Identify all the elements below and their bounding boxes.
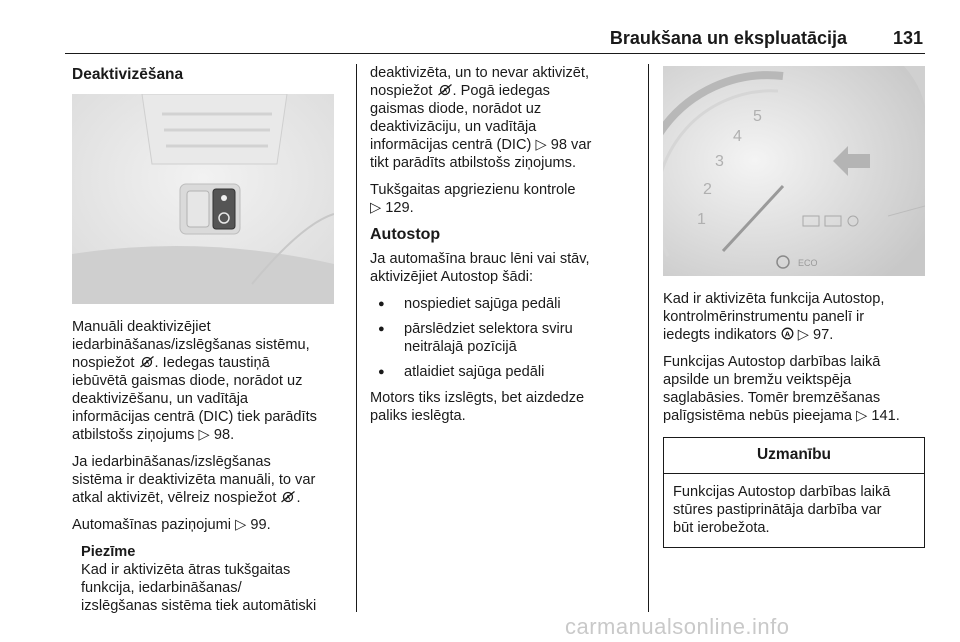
autostop-indicator-icon [781,327,794,340]
paragraph-continued: deaktivizēta, un to nevar aktivizēt, nospiežot A . Pogā iedegas gaismas diode, norādot uz deaktivizāciju, un vadītāja informācijas centrā (DIC) ▷ 98 var tikt parādīts atbilstošs ziņojums. [370,65,592,171]
paragraph-deactivate-manually: Manuāli deaktivizējiet iedarbināšanas/izslēgšanas sistēmu, nospiežot A . Iedegas taustiņā iebūvētā gaismas diode, norādot uz deaktivizēšanu, un vadītāja informācijas centrā (DIC) tiek parādīts atbilstošs ziņojums ▷ 98. [72,319,317,443]
page-reference-arrow-icon: ▷ [198,427,210,443]
note-title: Piezīme [81,544,136,560]
autostop-steps-list [370,295,632,381]
autostop-switch-illustration [72,94,334,304]
paragraph-autostop-heating: Funkcijas Autostop darbības laikā apsilde un bremžu veiktspēja saglabāsies. Tomēr bremzēšanas palīgsistēma nebūs pieejama ▷ 141. [663,354,900,424]
note-box [81,543,344,615]
page-reference-link[interactable]: 129. [385,200,414,216]
svg-text:A: A [442,88,447,95]
paragraph-idle-control: Tukšgaitas apgriezienu kontrole ▷ 129. [370,182,576,216]
list-item: ● pārslēdziet selektora sviru neitrālajā pozīcijā [370,320,632,356]
column-divider [356,64,357,612]
svg-text:A: A [784,329,790,339]
page-reference-link[interactable]: 98 var [550,137,592,153]
page-reference-arrow-icon: ▷ [797,327,809,343]
watermark: carmanualsonline.info [565,614,790,639]
paragraph-activate-autostop: Ja automašīna brauc lēni vai stāv, aktivizējiet Autostop šādi: [370,251,590,285]
section-heading-autostop: Autostop [370,226,441,243]
page-header [65,28,925,54]
page-number: 131 [892,28,923,48]
paragraph-vehicle-messages: Automašīnas paziņojumi ▷ 99. [72,517,271,533]
gauge-number: 3 [715,153,724,170]
page-reference-link[interactable]: 97. [813,327,834,343]
caution-box [663,437,925,548]
section-heading-deactivation: Deaktivizēšana [72,66,184,83]
gauge-number: 4 [733,128,742,145]
header-rule [65,53,925,54]
autostop-off-icon [280,490,296,503]
autostop-off-icon [139,355,155,368]
page-reference-arrow-icon: ▷ [535,137,547,153]
gauge-number: 1 [697,211,706,228]
figure-autostop-switch [72,94,334,304]
instrument-cluster-illustration [663,66,925,276]
paragraph-reactivate: Ja iedarbināšanas/izslēgšanas sistēma ir deaktivizēta manuāli, to var atkal aktivizēt, vēlreiz nospiežot A . [72,454,316,506]
eco-label: ECO [798,258,818,268]
page-reference-link[interactable]: 141. [871,408,900,424]
svg-text:A: A [286,495,291,502]
figure-instrument-cluster [663,66,925,276]
caution-text: Funkcijas Autostop darbības laikā stūres pastiprinātāja darbība var būt ierobežota. [673,484,891,536]
gauge-number: 2 [703,181,712,198]
column-divider [648,64,649,612]
page-reference-link[interactable]: 99. [250,517,271,533]
gauge-number: 5 [753,108,762,125]
svg-text:A: A [144,360,149,367]
paragraph-engine-off: Motors tiks izslēgts, bet aizdedze paliks ieslēgta. [370,390,585,424]
list-item: ● atlaidiet sajūga pedāli [370,363,632,381]
column-2 [370,64,632,434]
autostop-off-icon [437,83,453,96]
caution-title: Uzmanību [664,438,924,474]
note-text: Kad ir aktivizēta ātras tukšgaitas funkcija, iedarbināšanas/ izslēgšanas sistēma tiek automātiski [81,562,317,614]
list-item: ● nospiediet sajūga pedāli [370,295,632,313]
page-reference-arrow-icon: ▷ [235,517,247,533]
column-1 [72,64,344,615]
chapter-title: Braukšana un ekspluatācija [609,28,847,48]
paragraph-autostop-indicator: Kad ir aktivizēta funkcija Autostop, kontrolmērinstrumentu panelī ir iedegts indikators A ▷ 97. [663,291,885,343]
page-reference-arrow-icon: ▷ [856,408,868,424]
page-reference-link[interactable]: 98. [213,427,235,443]
page-reference-arrow-icon: ▷ [370,200,382,216]
column-3 [663,64,925,548]
